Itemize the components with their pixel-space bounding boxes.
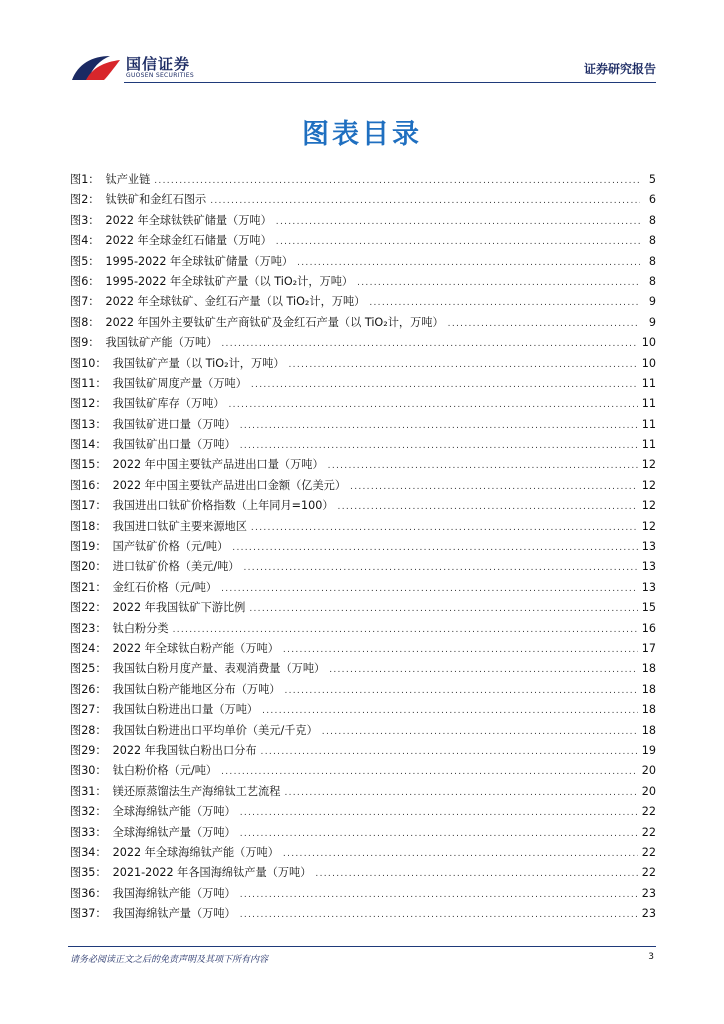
dot-leader bbox=[369, 293, 640, 313]
figure-title: 1995-2022 年全球钛矿储量（万吨） bbox=[105, 254, 294, 268]
dot-leader bbox=[262, 701, 638, 721]
dot-leader bbox=[240, 416, 638, 436]
figure-title: 我国海绵钛产量（万吨） bbox=[112, 907, 236, 921]
figure-title: 我国海绵钛产能（万吨） bbox=[112, 886, 236, 900]
figure-page-number: 9 bbox=[648, 295, 656, 309]
figure-page-number: 11 bbox=[641, 376, 656, 390]
report-type-label: 证券研究报告 bbox=[583, 62, 656, 76]
toc-entry[interactable] bbox=[70, 435, 656, 455]
logo-english-name: GUOSEN SECURITIES bbox=[126, 72, 195, 79]
figure-number: 图23： bbox=[70, 621, 107, 635]
figure-number: 图36： bbox=[70, 886, 107, 900]
figure-title: 我国钛矿产量（以 TiO₂计，万吨） bbox=[112, 356, 285, 370]
toc-entry[interactable] bbox=[70, 231, 656, 251]
figure-page-number: 16 bbox=[641, 621, 656, 635]
figure-title: 1995-2022 年全球钛矿产量（以 TiO₂计，万吨） bbox=[105, 274, 354, 288]
toc-entry[interactable] bbox=[70, 455, 656, 475]
dot-leader bbox=[240, 905, 638, 925]
toc-entry[interactable] bbox=[70, 904, 656, 924]
toc-entry[interactable] bbox=[70, 578, 656, 598]
figure-page-number: 18 bbox=[641, 703, 656, 717]
figure-title: 2022 年全球钛铁矿储量（万吨） bbox=[105, 213, 272, 227]
dot-leader bbox=[328, 456, 638, 476]
figure-number: 图12： bbox=[70, 397, 107, 411]
toc-entry[interactable] bbox=[70, 415, 656, 435]
toc-entry[interactable] bbox=[70, 211, 656, 231]
dot-leader bbox=[229, 395, 638, 415]
dot-leader bbox=[232, 538, 637, 558]
toc-entry[interactable] bbox=[70, 272, 656, 292]
figure-page-number: 8 bbox=[648, 234, 656, 248]
figure-page-number: 23 bbox=[641, 886, 656, 900]
toc-entry[interactable] bbox=[70, 517, 656, 537]
figure-page-number: 22 bbox=[641, 825, 656, 839]
figure-title: 我国钛矿周度产量（万吨） bbox=[112, 376, 247, 390]
dot-leader bbox=[173, 620, 638, 640]
dot-leader bbox=[338, 497, 638, 517]
figure-page-number: 23 bbox=[641, 907, 656, 921]
figure-number: 图22： bbox=[70, 601, 107, 615]
figure-number: 图26： bbox=[70, 682, 107, 696]
figure-page-number: 5 bbox=[648, 173, 656, 186]
footer-disclaimer: 请务必阅读正文之后的免责声明及其项下所有内容 bbox=[70, 955, 269, 965]
figure-number: 图33： bbox=[70, 825, 107, 839]
figure-page-number: 19 bbox=[641, 743, 656, 757]
toc-entry[interactable] bbox=[70, 802, 656, 822]
dot-leader bbox=[297, 253, 640, 273]
figure-title: 全球海绵钛产能（万吨） bbox=[112, 805, 236, 819]
dot-leader bbox=[276, 232, 640, 252]
figure-page-number: 6 bbox=[648, 193, 656, 207]
toc-entry[interactable] bbox=[70, 863, 656, 883]
figure-page-number: 13 bbox=[641, 540, 656, 554]
header-divider bbox=[124, 82, 656, 83]
figure-title: 2022 年中国主要钛产品进出口量（万吨） bbox=[112, 458, 324, 472]
figure-page-number: 17 bbox=[641, 641, 656, 655]
dot-leader bbox=[448, 314, 640, 334]
dot-leader bbox=[284, 681, 637, 701]
guosen-logo bbox=[70, 50, 200, 86]
figure-page-number: 22 bbox=[641, 845, 656, 859]
figure-title: 2022 年全球钛矿、金红石产量（以 TiO₂计，万吨） bbox=[105, 295, 366, 309]
dot-leader bbox=[251, 518, 638, 538]
figure-title: 2022 年全球钛白粉产能（万吨） bbox=[112, 641, 279, 655]
figure-title: 我国钛白粉进出口平均单价（美元/千克） bbox=[112, 723, 318, 737]
figure-title: 我国钛白粉月度产量、表观消费量（万吨） bbox=[112, 662, 326, 676]
figure-number: 图16： bbox=[70, 478, 107, 492]
figure-number: 图35： bbox=[70, 866, 107, 880]
dot-leader bbox=[221, 579, 638, 599]
figure-title: 我国钛矿库存（万吨） bbox=[112, 397, 225, 411]
figure-number: 图1： bbox=[70, 173, 100, 186]
dot-leader bbox=[283, 640, 638, 660]
toc-entry[interactable] bbox=[70, 639, 656, 659]
figure-number: 图10： bbox=[70, 356, 107, 370]
figure-number: 图18： bbox=[70, 519, 107, 533]
figure-number: 图21： bbox=[70, 580, 107, 594]
figure-number: 图34： bbox=[70, 845, 107, 859]
dot-leader bbox=[243, 558, 637, 578]
figure-page-number: 12 bbox=[641, 478, 656, 492]
toc-entry[interactable] bbox=[70, 843, 656, 863]
dot-leader bbox=[315, 864, 637, 884]
figure-page-number: 12 bbox=[641, 458, 656, 472]
figure-title: 钛铁矿和金红石图示 bbox=[105, 193, 207, 207]
figure-number: 图27： bbox=[70, 703, 107, 717]
figure-title: 2022 年中国主要钛产品进出口金额（亿美元） bbox=[112, 478, 347, 492]
figure-number: 图24： bbox=[70, 641, 107, 655]
dot-leader bbox=[210, 191, 640, 211]
figure-page-number: 13 bbox=[641, 560, 656, 574]
figure-number: 图13： bbox=[70, 417, 107, 431]
toc-entry[interactable] bbox=[70, 476, 656, 496]
figure-number: 图37： bbox=[70, 907, 107, 921]
guosen-logo-icon bbox=[70, 50, 122, 86]
figure-page-number: 18 bbox=[641, 723, 656, 737]
toc-entry[interactable] bbox=[70, 557, 656, 577]
figure-page-number: 12 bbox=[641, 519, 656, 533]
figure-page-number: 9 bbox=[648, 315, 656, 329]
figure-title: 我国钛矿出口量（万吨） bbox=[112, 438, 236, 452]
dot-leader bbox=[289, 355, 638, 375]
figure-page-number: 8 bbox=[648, 254, 656, 268]
dot-leader bbox=[240, 824, 638, 844]
figure-page-number: 22 bbox=[641, 866, 656, 880]
figure-number: 图5： bbox=[70, 254, 100, 268]
figure-title: 钛产业链 bbox=[105, 173, 151, 186]
figure-number: 图4： bbox=[70, 234, 100, 248]
logo-chinese-name: 国信证券 bbox=[126, 55, 191, 73]
dot-leader bbox=[221, 334, 637, 354]
figure-title: 2022 年全球金红石储量（万吨） bbox=[105, 234, 272, 248]
figure-number: 图32： bbox=[70, 805, 107, 819]
figure-number: 图9： bbox=[70, 336, 100, 350]
figure-title: 2022 年国外主要钛矿生产商钛矿及金红石产量（以 TiO₂计，万吨） bbox=[105, 315, 444, 329]
figure-number: 图11： bbox=[70, 376, 107, 390]
figure-title: 全球海绵钛产量（万吨） bbox=[112, 825, 236, 839]
toc-entry[interactable] bbox=[70, 496, 656, 516]
figure-title: 我国钛白粉产能地区分布（万吨） bbox=[112, 682, 281, 696]
dot-leader bbox=[240, 436, 638, 456]
figure-title: 我国钛白粉进出口量（万吨） bbox=[112, 703, 259, 717]
toc-entry[interactable] bbox=[70, 782, 656, 802]
figure-page-number: 11 bbox=[641, 438, 656, 452]
figure-title: 2022 年我国钛矿下游比例 bbox=[112, 601, 246, 615]
dot-leader bbox=[240, 803, 638, 823]
dot-leader bbox=[357, 273, 640, 293]
toc-entry[interactable] bbox=[70, 823, 656, 843]
page-title: 图表目录 bbox=[302, 119, 422, 150]
figure-page-number: 18 bbox=[641, 662, 656, 676]
figure-number: 图7： bbox=[70, 295, 100, 309]
toc-entry[interactable] bbox=[70, 884, 656, 904]
figure-page-number: 12 bbox=[641, 499, 656, 513]
figure-title: 2022 年我国钛白粉出口分布 bbox=[112, 743, 257, 757]
dot-leader bbox=[221, 762, 638, 782]
figure-page-number: 20 bbox=[641, 764, 656, 778]
toc-entry[interactable] bbox=[70, 741, 656, 761]
toc-entry[interactable] bbox=[70, 659, 656, 679]
toc-entry[interactable] bbox=[70, 537, 656, 557]
toc-entry[interactable] bbox=[70, 680, 656, 700]
dot-leader bbox=[154, 171, 640, 191]
figure-page-number: 8 bbox=[648, 213, 656, 227]
figure-number: 图29： bbox=[70, 743, 107, 757]
dot-leader bbox=[240, 885, 638, 905]
toc-entry[interactable] bbox=[70, 190, 656, 210]
dot-leader bbox=[251, 375, 638, 395]
page-number: 3 bbox=[648, 952, 654, 962]
figure-title: 钛白粉价格（元/吨） bbox=[112, 764, 218, 778]
figure-page-number: 15 bbox=[641, 601, 656, 615]
figure-title: 我国进出口钛矿价格指数（上年同月=100） bbox=[112, 499, 334, 513]
toc-entry[interactable] bbox=[70, 721, 656, 741]
dot-leader bbox=[322, 722, 638, 742]
figure-list bbox=[70, 170, 656, 924]
figure-number: 图8： bbox=[70, 315, 100, 329]
figure-number: 图25： bbox=[70, 662, 107, 676]
figure-page-number: 20 bbox=[641, 784, 656, 798]
figure-title: 我国钛矿进口量（万吨） bbox=[112, 417, 236, 431]
toc-entry[interactable] bbox=[70, 170, 656, 190]
figure-number: 图17： bbox=[70, 499, 107, 513]
dot-leader bbox=[283, 844, 638, 864]
dot-leader bbox=[284, 783, 637, 803]
footer-divider bbox=[68, 946, 656, 947]
figure-number: 图30： bbox=[70, 764, 107, 778]
toc-entry[interactable] bbox=[70, 354, 656, 374]
dot-leader bbox=[350, 477, 638, 497]
dot-leader bbox=[276, 212, 640, 232]
figure-title: 金红石价格（元/吨） bbox=[112, 580, 218, 594]
figure-title: 镁还原蒸馏法生产海绵钛工艺流程 bbox=[112, 784, 281, 798]
figure-title: 2021-2022 年各国海绵钛产量（万吨） bbox=[112, 866, 312, 880]
page-header bbox=[0, 0, 724, 90]
figure-page-number: 11 bbox=[641, 417, 656, 431]
figure-title: 2022 年全球海绵钛产能（万吨） bbox=[112, 845, 279, 859]
figure-page-number: 18 bbox=[641, 682, 656, 696]
figure-page-number: 10 bbox=[641, 356, 656, 370]
figure-page-number: 8 bbox=[648, 274, 656, 288]
figure-page-number: 22 bbox=[641, 805, 656, 819]
figure-number: 图3： bbox=[70, 213, 100, 227]
figure-number: 图20： bbox=[70, 560, 107, 574]
toc-entry[interactable] bbox=[70, 374, 656, 394]
figure-title: 我国进口钛矿主要来源地区 bbox=[112, 519, 247, 533]
figure-number: 图19： bbox=[70, 540, 107, 554]
toc-entry[interactable] bbox=[70, 761, 656, 781]
toc-entry[interactable] bbox=[70, 333, 656, 353]
figure-page-number: 11 bbox=[641, 397, 656, 411]
toc-entry[interactable] bbox=[70, 598, 656, 618]
figure-number: 图28： bbox=[70, 723, 107, 737]
figure-page-number: 10 bbox=[641, 336, 656, 350]
figure-page-number: 13 bbox=[641, 580, 656, 594]
dot-leader bbox=[261, 742, 638, 762]
figure-number: 图2： bbox=[70, 193, 100, 207]
figure-title: 我国钛矿产能（万吨） bbox=[105, 336, 218, 350]
toc-entry[interactable] bbox=[70, 394, 656, 414]
toc-entry[interactable] bbox=[70, 700, 656, 720]
toc-entry[interactable] bbox=[70, 313, 656, 333]
dot-leader bbox=[249, 599, 637, 619]
figure-number: 图14： bbox=[70, 438, 107, 452]
dot-leader bbox=[329, 660, 638, 680]
figure-title: 国产钛矿价格（元/吨） bbox=[112, 540, 229, 554]
figure-number: 图6： bbox=[70, 274, 100, 288]
toc-entry[interactable] bbox=[70, 252, 656, 272]
figure-title: 钛白粉分类 bbox=[112, 621, 169, 635]
figure-number: 图31： bbox=[70, 784, 107, 798]
figure-number: 图15： bbox=[70, 458, 107, 472]
toc-entry[interactable] bbox=[70, 619, 656, 639]
toc-entry[interactable] bbox=[70, 292, 656, 312]
figure-title: 进口钛矿价格（美元/吨） bbox=[112, 560, 240, 574]
